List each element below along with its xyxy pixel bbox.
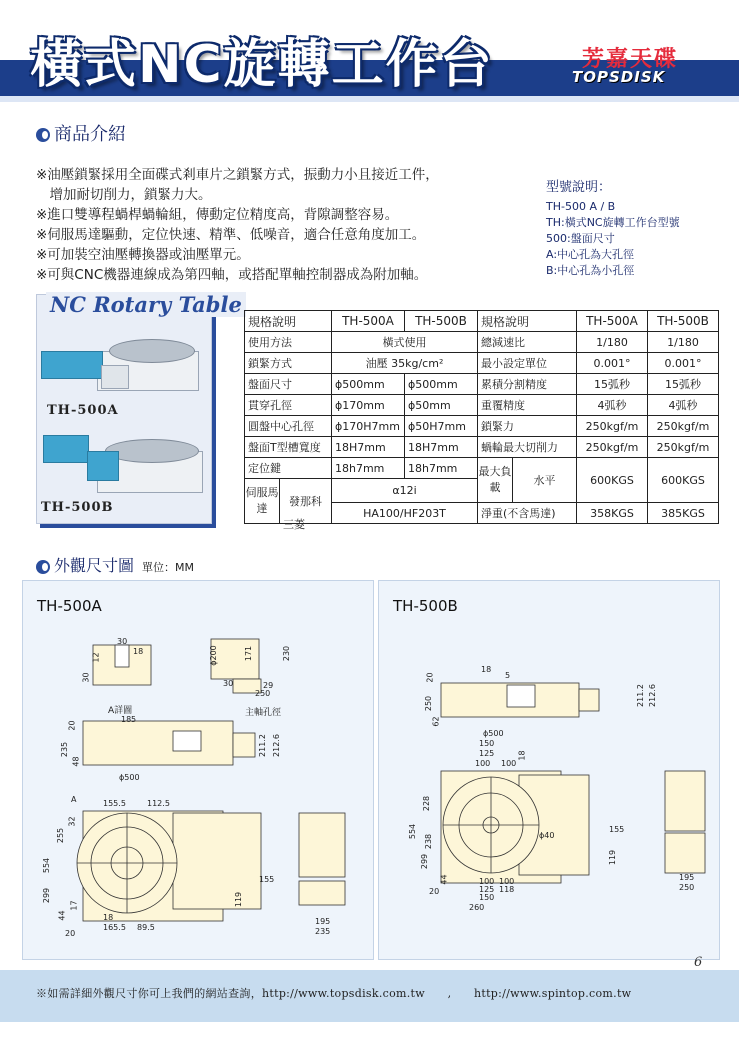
dimension-label: 255 xyxy=(56,827,66,844)
model-note-title: 型號說明： xyxy=(546,180,612,195)
dimension-label: 155 xyxy=(609,825,625,834)
table-row xyxy=(245,416,719,437)
table-cell: 600KGS xyxy=(577,458,648,503)
dimension-label: 20 xyxy=(67,720,77,731)
table-row xyxy=(245,374,719,395)
table-cell: 盤面尺寸 xyxy=(245,374,332,395)
table-cell: 250kgf/m xyxy=(577,416,648,437)
dimension-label: 212.6 xyxy=(271,734,281,757)
spec-table xyxy=(244,310,719,524)
drawing-panel-th500a xyxy=(22,580,374,960)
dimension-label: 32 xyxy=(67,816,77,827)
table-cell: HA100/HF203T xyxy=(332,503,478,524)
dimension-label: 150 xyxy=(479,893,495,902)
dimension-label: 260 xyxy=(469,903,485,912)
table-header: TH-500B xyxy=(405,311,478,332)
dimension-label: 44 xyxy=(439,874,449,885)
feature-line: ※伺服馬達驅動，定位快速、精準、低噪音，適合任意角度加工。 xyxy=(36,227,426,243)
table-cell: 使用方法 xyxy=(245,332,332,353)
feature-line: ※可與CNC機器連線成為第四軸，或搭配單軸控制器成為附加軸。 xyxy=(36,267,428,283)
dimension-label: 29 xyxy=(263,681,274,690)
drawing-th500b xyxy=(379,581,719,959)
section-heading-intro xyxy=(36,120,126,146)
table-cell: 15弧秒 xyxy=(577,374,648,395)
table-row xyxy=(245,458,719,479)
page-title: 橫式NC旋轉工作台 xyxy=(30,35,494,95)
table-cell: 4弧秒 xyxy=(648,395,719,416)
table-cell xyxy=(478,458,577,503)
table-cell: ϕ50H7mm xyxy=(405,416,478,437)
dimension-label: 299 xyxy=(42,887,52,904)
dimension-label: 250 xyxy=(424,695,434,712)
dimension-label: 250 xyxy=(679,883,695,892)
dimension-label: 62 xyxy=(431,716,441,727)
feature-line: ※進口雙導程蝸桿蝸輪組，傳動定位精度高，背隙調整容易。 xyxy=(36,207,399,223)
dimension-label: 100 xyxy=(475,759,491,768)
brand-logo: TOPSDISK xyxy=(572,68,666,86)
dimension-label: ϕ40 xyxy=(539,831,555,840)
table-cell: 250kgf/m xyxy=(577,437,648,458)
model-note-line: B:中心孔為小孔徑 xyxy=(546,264,635,277)
dimension-label: 30 xyxy=(117,637,128,646)
detail-a-label: A詳圖 xyxy=(108,706,133,716)
dimension-label: 125 xyxy=(479,885,495,894)
dimension-label: 100 xyxy=(479,877,495,886)
horizontal-label: 水平 xyxy=(533,474,556,487)
table-cell: 橫式使用 xyxy=(332,332,478,353)
table-cell: 18h7mm xyxy=(405,458,478,479)
table-header: 規格說明 xyxy=(245,311,332,332)
fanuc-label: 發那科 xyxy=(289,495,322,508)
dimension-label: 30 xyxy=(223,679,234,688)
brand-name-cn: 芳嘉天碟 xyxy=(582,47,679,72)
dimension-label: 228 xyxy=(422,795,432,812)
dimension-label: 119 xyxy=(234,891,244,908)
footer-text: ※如需詳細外觀尺寸你可上我們的網站查詢，http://www.topsdisk.com.tw , http://www.spintop.com.tw xyxy=(36,987,632,1000)
dimension-label: 238 xyxy=(424,833,434,850)
table-cell: 最小設定單位 xyxy=(478,353,577,374)
table-cell: 18h7mm xyxy=(332,458,405,479)
table-row xyxy=(245,311,719,332)
model-note-line: A:中心孔為大孔徑 xyxy=(546,248,635,261)
dimension-label: 112.5 xyxy=(147,799,170,808)
dimension-label: 18 xyxy=(103,913,114,922)
dimension-label: 100 xyxy=(499,877,515,886)
table-cell: 18H7mm xyxy=(405,437,478,458)
bullet-icon xyxy=(36,560,50,574)
table-row xyxy=(245,395,719,416)
dimension-label: 211.2 xyxy=(635,684,645,707)
table-cell: ϕ500mm xyxy=(332,374,405,395)
table-cell: 0.001° xyxy=(648,353,719,374)
table-cell: 18H7mm xyxy=(332,437,405,458)
mitsubishi-label: 三菱 xyxy=(283,518,305,531)
dimension-label: 211.2 xyxy=(257,734,267,757)
table-cell: 蝸輪最大切削力 xyxy=(478,437,577,458)
dimension-label: 125 xyxy=(479,749,495,758)
dimension-label: 89.5 xyxy=(137,923,155,932)
table-cell: 250kgf/m xyxy=(648,416,719,437)
dimension-label: 12 xyxy=(91,652,101,663)
photo-panel-title: NC Rotary Table xyxy=(46,292,246,317)
section-intro-label: 商品介紹 xyxy=(54,124,126,145)
dimension-label: 250 xyxy=(255,689,271,698)
dimension-label: 235 xyxy=(315,927,331,936)
table-cell: 358KGS xyxy=(577,503,648,524)
dimension-label: 118 xyxy=(499,885,515,894)
dimension-label: 18 xyxy=(517,750,527,761)
table-cell: 盤面T型槽寬度 xyxy=(245,437,332,458)
dimension-label: 155 xyxy=(259,875,275,884)
section-heading-dimensions xyxy=(36,553,194,576)
dimension-label: 48 xyxy=(71,756,81,767)
dimension-label: ϕ500 xyxy=(483,729,504,738)
product-image-th500b xyxy=(39,423,207,493)
table-header: TH-500A xyxy=(332,311,405,332)
table-cell: ϕ50mm xyxy=(405,395,478,416)
dimension-label: 30 xyxy=(81,672,91,683)
table-cell: α12i xyxy=(332,479,478,503)
dimension-label: 195 xyxy=(679,873,695,882)
dimension-label: 150 xyxy=(479,739,495,748)
dimension-label: ϕ200 xyxy=(208,645,218,666)
photo-label-a: TH-500A xyxy=(47,403,119,418)
table-row xyxy=(245,332,719,353)
photo-label-b: TH-500B xyxy=(41,500,114,515)
dimension-label: A xyxy=(71,795,77,804)
drawing-title-b: TH-500B xyxy=(393,597,458,615)
dimension-label: 18 xyxy=(481,665,492,674)
dimension-label: 155.5 xyxy=(103,799,126,808)
table-cell: 0.001° xyxy=(577,353,648,374)
dimension-label: 299 xyxy=(420,853,430,870)
feature-line: ※油壓鎖緊採用全面碟式剎車片之鎖緊方式，振動力小且接近工件， xyxy=(36,167,439,183)
table-row xyxy=(245,353,719,374)
dimension-label: 554 xyxy=(408,823,418,840)
table-header: TH-500B xyxy=(648,311,719,332)
dimension-label: 100 xyxy=(501,759,517,768)
feature-line: 增加耐切削力，鎖緊力大。 xyxy=(36,187,212,203)
dimension-label: 554 xyxy=(42,857,52,874)
dimension-label: 212.6 xyxy=(647,684,657,707)
dimension-label: 20 xyxy=(65,929,76,938)
table-header: TH-500A xyxy=(577,311,648,332)
dimension-label: 195 xyxy=(315,917,331,926)
table-cell: 淨重(不含馬達) xyxy=(478,503,577,524)
table-cell: 圓盤中心孔徑 xyxy=(245,416,332,437)
unit-label: 單位：MM xyxy=(142,561,194,574)
dimension-label: 5 xyxy=(505,671,511,680)
dimension-label: ϕ500 xyxy=(119,773,140,782)
table-cell: 15弧秒 xyxy=(648,374,719,395)
table-cell: ϕ500mm xyxy=(405,374,478,395)
dimension-label: 171 xyxy=(244,645,254,662)
dimension-label: 17 xyxy=(69,900,79,911)
bullet-icon xyxy=(36,128,50,142)
model-note xyxy=(546,180,680,279)
table-cell: 重覆精度 xyxy=(478,395,577,416)
dimension-label: 18 xyxy=(133,647,144,656)
max-load-label: 最大負載 xyxy=(478,458,513,502)
dimension-label: 230 xyxy=(282,645,292,662)
table-cell: 4弧秒 xyxy=(577,395,648,416)
table-cell: 累積分割精度 xyxy=(478,374,577,395)
table-cell: 鎖緊力 xyxy=(478,416,577,437)
dimension-label: 18 xyxy=(121,715,132,724)
product-image-th500a xyxy=(39,325,207,395)
dimension-label: 20 xyxy=(429,887,440,896)
feature-line: ※可加裝空油壓轉換器或油壓單元。 xyxy=(36,247,250,263)
table-cell: 貫穿孔徑 xyxy=(245,395,332,416)
drawing-title-a: TH-500A xyxy=(37,597,102,615)
table-cell: ϕ170mm xyxy=(332,395,405,416)
table-cell: 1/180 xyxy=(577,332,648,353)
table-header: 規格說明 xyxy=(478,311,577,332)
table-cell: 鎖緊方式 xyxy=(245,353,332,374)
table-cell: 油壓 35kg/cm² xyxy=(332,353,478,374)
table-cell: 250kgf/m xyxy=(648,437,719,458)
dimension-label: 165.5 xyxy=(103,923,126,932)
spindle-label: 主軸孔徑 xyxy=(245,708,282,718)
table-cell: 定位鍵 xyxy=(245,458,332,479)
servo-motor-label: 伺服馬達 xyxy=(245,479,280,523)
dimension-label: 44 xyxy=(57,910,67,921)
table-cell: 600KGS xyxy=(648,458,719,503)
table-cell: ϕ170H7mm xyxy=(332,416,405,437)
page-number: 6 xyxy=(694,955,703,970)
table-cell: 總減速比 xyxy=(478,332,577,353)
product-photo-panel xyxy=(36,294,212,524)
feature-list xyxy=(36,165,439,285)
dimension-label: 119 xyxy=(608,849,618,866)
drawing-panel-th500b xyxy=(378,580,720,960)
dimension-label: 20 xyxy=(425,672,435,683)
table-cell: 385KGS xyxy=(648,503,719,524)
table-row xyxy=(245,437,719,458)
section-dimensions-label: 外觀尺寸圖 xyxy=(54,556,135,575)
dimension-label: 5 xyxy=(131,715,137,724)
dimension-label: 235 xyxy=(60,741,70,758)
model-note-line: 500:盤面尺寸 xyxy=(546,232,615,245)
table-cell: 1/180 xyxy=(648,332,719,353)
model-note-line: TH-500 A / B xyxy=(546,200,616,213)
model-note-line: TH:橫式NC旋轉工作台型號 xyxy=(546,216,680,229)
